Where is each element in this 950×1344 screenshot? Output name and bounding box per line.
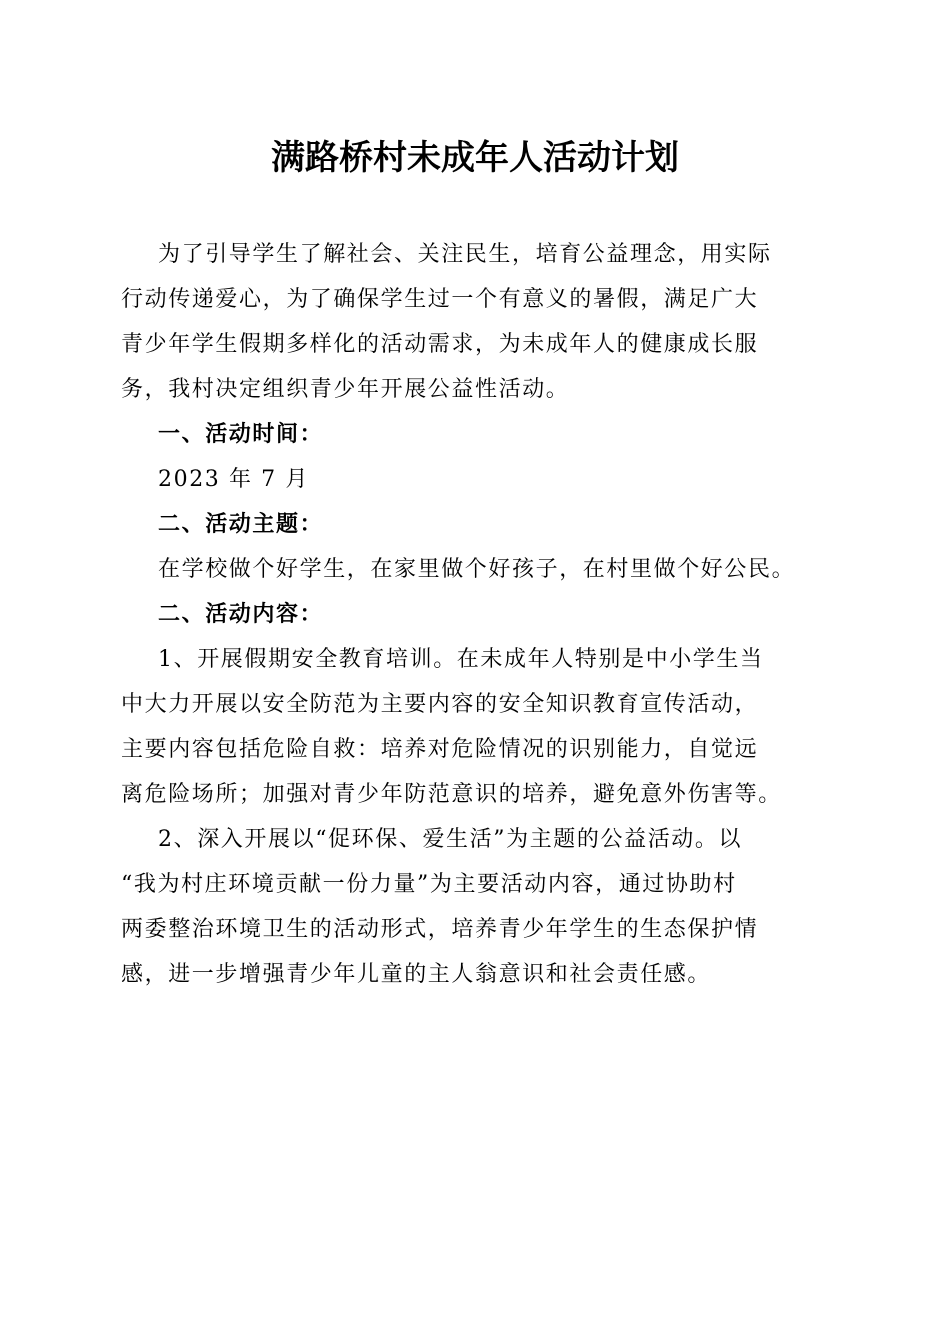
content-item-2 [121, 817, 836, 997]
item1-line: 1、开展假期安全教育培训。在未成年人特别是中小学生当 [158, 647, 764, 672]
item1-line: 主要内容包括危险自救：培养对危险情况的识别能力，自觉远 [121, 737, 759, 762]
item2-line: 感，进一步增强青少年儿童的主人翁意识和社会责任感。 [121, 962, 712, 987]
item1-line: 中大力开展以安全防范为主要内容的安全知识教育宣传活动， [121, 692, 759, 717]
intro-paragraph [121, 232, 836, 412]
section-heading-time: 一、活动时间： [158, 422, 324, 447]
section-heading-theme: 二、活动主题： [158, 512, 324, 537]
intro-line: 务，我村决定组织青少年开展公益性活动。 [121, 377, 570, 402]
section-heading-content: 二、活动内容： [158, 602, 324, 627]
document-title: 满路桥村未成年人活动计划 [271, 138, 679, 178]
activity-theme-text: 在学校做个好学生，在家里做个好孩子，在村里做个好公民。 [158, 557, 796, 582]
activity-time-text: 2023 年 7 月 [158, 467, 309, 492]
item1-line: 离危险场所；加强对青少年防范意识的培养，避免意外伤害等。 [121, 782, 782, 807]
item2-line: 两委整治环境卫生的活动形式，培养青少年学生的生态保护情 [121, 917, 759, 942]
intro-line: 青少年学生假期多样化的活动需求，为未成年人的健康成长服 [121, 332, 759, 357]
content-item-1 [121, 637, 836, 817]
intro-line: 行动传递爱心，为了确保学生过一个有意义的暑假，满足广大 [121, 287, 759, 312]
item2-line: “我为村庄环境贡献一份力量”为主要活动内容，通过协助村 [121, 872, 737, 897]
document-body [121, 232, 836, 997]
intro-line: 为了引导学生了解社会、关注民生，培育公益理念，用实际 [158, 242, 772, 267]
item2-line: 2、深入开展以“促环保、爱生活”为主题的公益活动。以 [158, 827, 743, 852]
